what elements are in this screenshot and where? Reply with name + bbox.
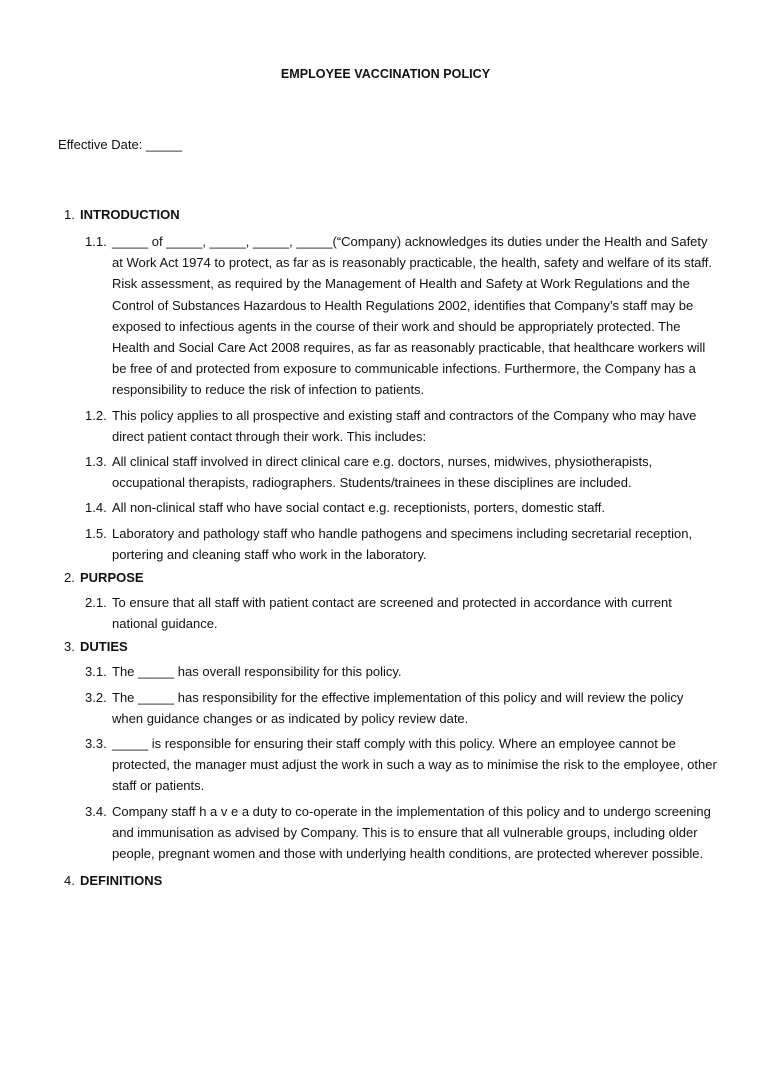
clause-1-4 (0, 497, 763, 518)
section-title: DUTIES (80, 639, 128, 655)
clause-text: _____ of _____, _____, _____, _____(“Company) acknowledges its duties under the Health and Safety at Work Act 1974 to protect, as far as is reasonably practicable, the health, safety and welfare of its staff. Risk assessment, as required by the Management of Health and Safety at Work Regulations and the Control of Substances Hazardous to Health Regulations 2002, identifies that Company’s staff may be exposed to infectious agents in the course of their work and should be appropriately protected. The Health and Social Care Act 2008 requires, as far as reasonably practicable, that healthcare workers will be free of and protected from exposure to communicable infections. Furthermore, the Company has a responsibility to reduce the risk of infection to patients. (112, 234, 713, 398)
clause-1-2 (0, 405, 763, 447)
clause-number: 1.4. (85, 500, 107, 516)
clause-number: 3.4. (85, 803, 107, 819)
section-number: 1. (64, 207, 75, 222)
section-duties (0, 638, 763, 864)
section-heading (0, 206, 763, 226)
clause-3-3 (0, 733, 763, 797)
section-title: PURPOSE (80, 570, 144, 586)
section-heading (0, 872, 763, 892)
clause-1-1 (0, 231, 763, 401)
clause-number: 1.3. (85, 454, 107, 470)
clause-3-2 (0, 687, 763, 729)
section-purpose (0, 569, 763, 634)
clause-number: 1.2. (85, 407, 107, 423)
clause-number: 3.2. (85, 689, 107, 705)
clause-number: 3.3. (85, 736, 107, 752)
section-title: INTRODUCTION (80, 207, 180, 222)
section-number: 4. (64, 873, 75, 889)
clause-text: All clinical staff involved in direct clinical care e.g. doctors, nurses, midwives, physiotherapists, occupational therapists, radiographers. Students/trainees in these disciplines are included. (112, 454, 653, 491)
document-title: EMPLOYEE VACCINATION POLICY (280, 67, 491, 81)
clause-number: 1.1. (85, 234, 107, 249)
section-heading (0, 569, 763, 589)
clause-text: The _____ has overall responsibility for this policy. (112, 664, 402, 680)
section-number: 2. (64, 570, 75, 586)
section-definitions (0, 872, 763, 892)
clause-text: Company staff h a v e a duty to co-operate in the implementation of this policy and to undergo screening and immunisation as advised by Company. This is to ensure that all vulnerable groups, including older people, pregnant women and those with underlying health conditions, are protected wherever possible. (112, 803, 711, 862)
clause-3-4 (0, 801, 763, 865)
clause-2-1 (0, 592, 763, 634)
clause-number: 2.1. (85, 595, 107, 611)
clause-text: The _____ has responsibility for the effective implementation of this policy and will review the policy when guidance changes or as indicated by policy review date. (112, 689, 684, 726)
section-number: 3. (64, 639, 75, 655)
clause-1-5 (0, 523, 763, 565)
clause-text: _____ is responsible for ensuring their staff comply with this policy. Where an employee cannot be protected, the manager must adjust the work in such a way as to minimise the risk to the employee, other staff or patients. (112, 736, 717, 794)
policy-body (0, 206, 763, 892)
section-introduction (0, 206, 763, 565)
clause-number: 3.1. (85, 664, 107, 680)
clause-3-1 (0, 661, 763, 682)
clause-1-3 (0, 451, 763, 493)
clause-text: To ensure that all staff with patient contact are screened and protected in accordance with current national guidance. (112, 595, 672, 632)
clause-text: Laboratory and pathology staff who handle pathogens and specimens including secretarial reception, portering and cleaning staff who work in the laboratory. (112, 525, 693, 562)
clause-text: All non-clinical staff who have social contact e.g. receptionists, porters, domestic staff. (112, 500, 606, 516)
effective-date: Effective Date: _____ (58, 137, 183, 152)
clause-number: 1.5. (85, 525, 107, 541)
section-title: DEFINITIONS (80, 873, 163, 889)
section-heading (0, 638, 763, 658)
clause-text: This policy applies to all prospective and existing staff and contractors of the Company who may have direct patient contact through their work. This includes: (112, 407, 697, 444)
